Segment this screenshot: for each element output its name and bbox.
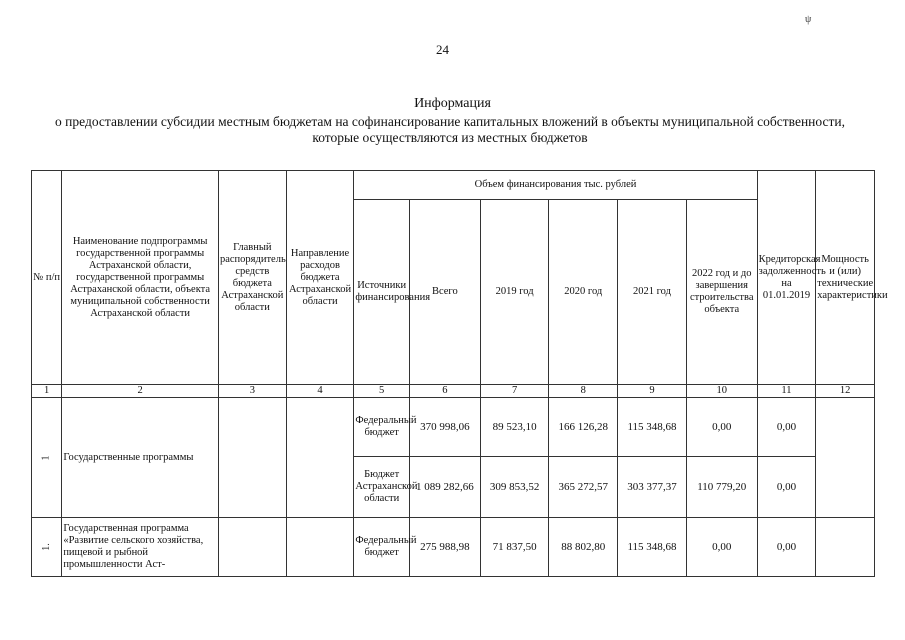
row-source: Бюджет Астраханской области	[354, 457, 410, 518]
row-name: Государственная программа «Развитие сельского хозяйства, пищевой и рыбной промышленности Аст-	[62, 518, 219, 577]
row-total: 1 089 282,66	[409, 457, 480, 518]
row-2022: 0,00	[686, 518, 757, 577]
row-direction	[286, 518, 354, 577]
row-2019: 89 523,10	[480, 398, 549, 457]
col-number: 3	[218, 385, 286, 398]
row-direction	[286, 398, 354, 518]
col-number: 11	[757, 385, 816, 398]
row-2019: 71 837,50	[480, 518, 549, 577]
header-total: Всего	[409, 200, 480, 385]
document-subtitle: о предоставлении субсидии местным бюджетам на софинансирование капитальных вложений в объекты муниципальной собственности, которые осуществляются из местных бюджетов	[55, 114, 845, 145]
row-total: 275 988,98	[409, 518, 480, 577]
row-no: 1.	[32, 518, 62, 577]
col-number: 6	[409, 385, 480, 398]
col-number: 7	[480, 385, 549, 398]
header-manager: Главный распорядитель средств бюджета Астраханской области	[218, 171, 286, 385]
header-2019: 2019 год	[480, 200, 549, 385]
row-debt: 0,00	[757, 457, 816, 518]
header-no: № п/п	[32, 171, 62, 385]
row-2021: 115 348,68	[618, 518, 687, 577]
col-number: 1	[32, 385, 62, 398]
row-capacity	[816, 518, 875, 577]
row-2021: 115 348,68	[618, 398, 687, 457]
header-2021: 2021 год	[618, 200, 687, 385]
col-number: 8	[549, 385, 618, 398]
row-manager	[218, 398, 286, 518]
header-debt: Кредиторская задолженность на 01.01.2019	[757, 171, 816, 385]
row-2020: 166 126,28	[549, 398, 618, 457]
row-no: 1	[32, 398, 62, 518]
col-number: 9	[618, 385, 687, 398]
col-number: 2	[62, 385, 219, 398]
header-name: Наименование подпрограммы государственной программы Астраханской области, государственной программы Астраханской области, объекта муниципальной собственности Астраханской области	[62, 171, 219, 385]
row-source: Федеральный бюджет	[354, 398, 410, 457]
corner-mark: ψ	[805, 14, 812, 25]
header-2022: 2022 год и до завершения строительства объекта	[686, 200, 757, 385]
row-2019: 309 853,52	[480, 457, 549, 518]
table-row	[32, 518, 875, 577]
col-number: 12	[816, 385, 875, 398]
row-2020: 88 802,80	[549, 518, 618, 577]
row-total: 370 998,06	[409, 398, 480, 457]
row-source: Федеральный бюджет	[354, 518, 410, 577]
header-capacity: Мощность и (или) технические характеристики	[816, 171, 875, 385]
col-number: 10	[686, 385, 757, 398]
col-number: 4	[286, 385, 354, 398]
header-2020: 2020 год	[549, 200, 618, 385]
row-2021: 303 377,37	[618, 457, 687, 518]
row-2022: 110 779,20	[686, 457, 757, 518]
row-manager	[218, 518, 286, 577]
row-name: Государственные программы	[62, 398, 219, 518]
col-number: 5	[354, 385, 410, 398]
header-financing-group: Объем финансирования тыс. рублей	[354, 171, 757, 200]
page-number: 24	[436, 42, 449, 57]
row-2022: 0,00	[686, 398, 757, 457]
header-direction: Направление расходов бюджета Астраханской области	[286, 171, 354, 385]
row-debt: 0,00	[757, 398, 816, 457]
row-debt: 0,00	[757, 518, 816, 577]
row-2020: 365 272,57	[549, 457, 618, 518]
document-title: Информация	[414, 96, 491, 111]
row-capacity	[816, 398, 875, 518]
financing-table	[31, 170, 888, 577]
header-source: Источники финансирования	[354, 200, 410, 385]
table-row	[32, 398, 875, 457]
